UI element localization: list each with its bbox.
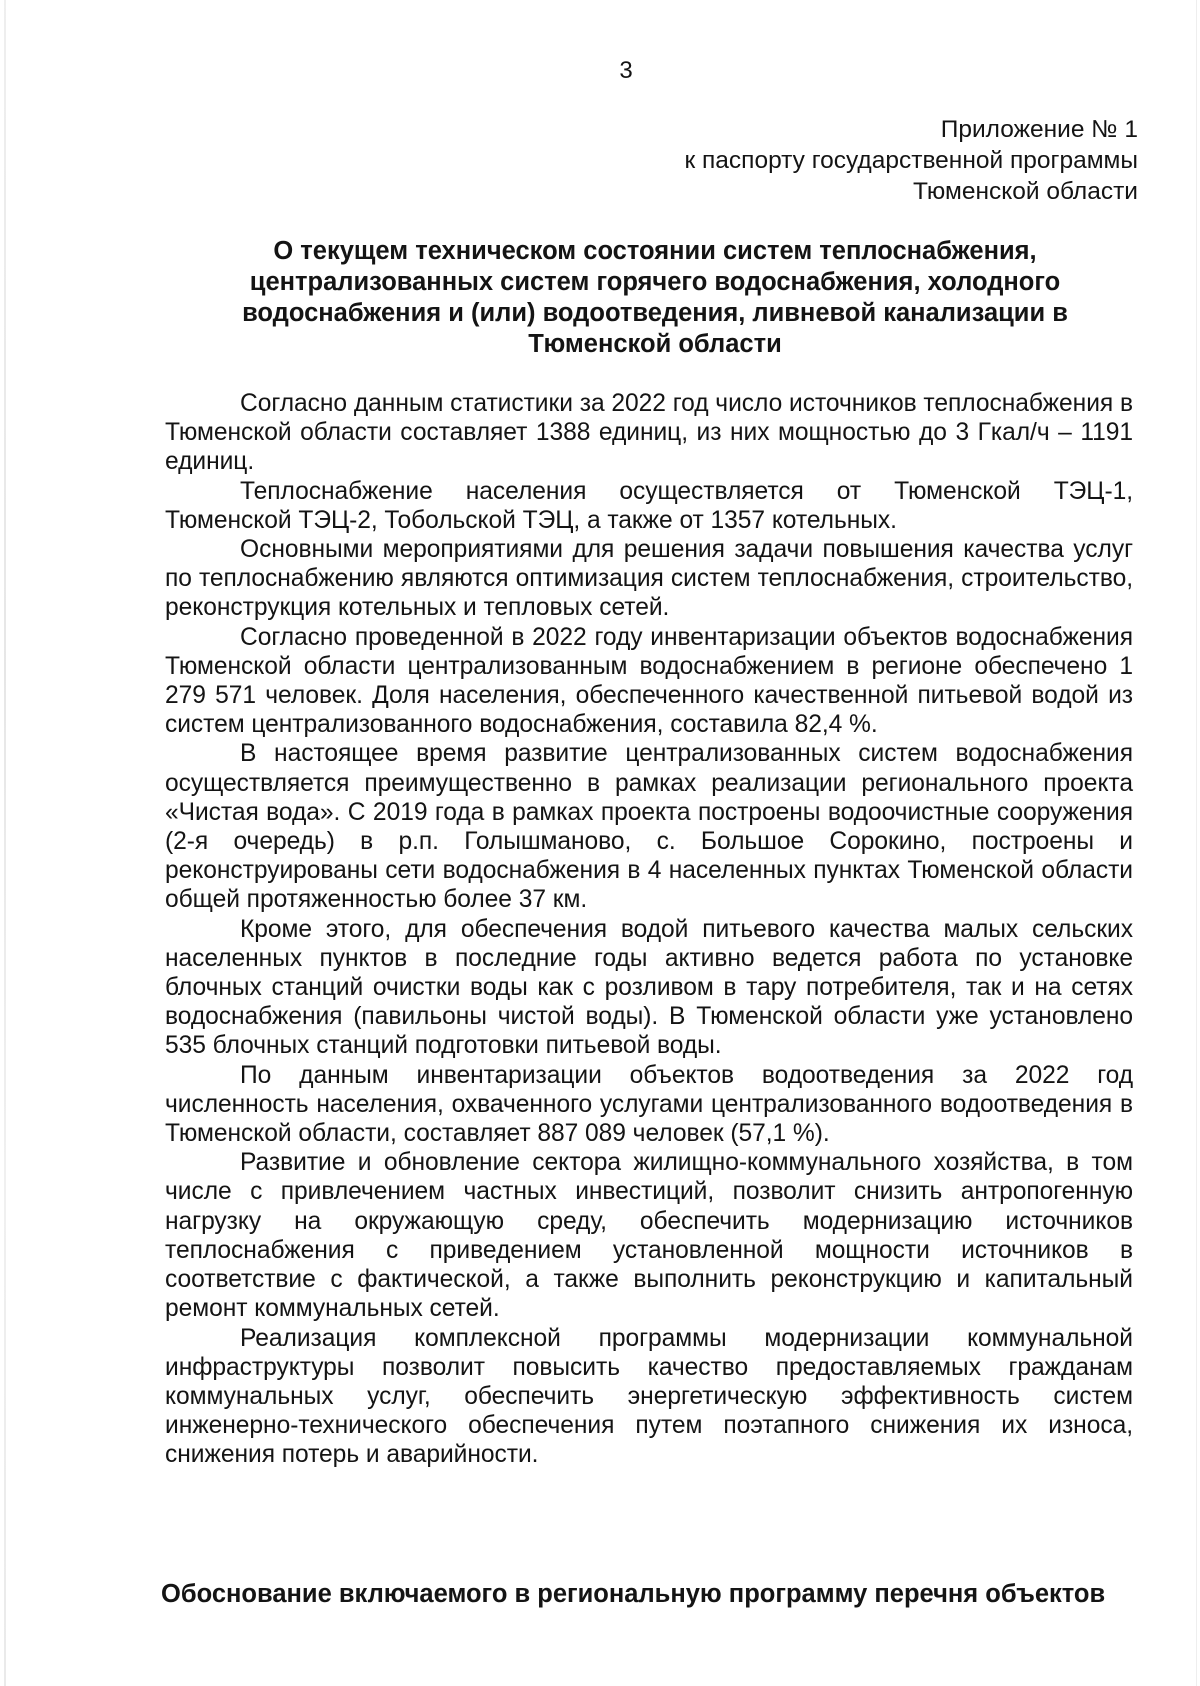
title-line: водоснабжения и (или) водоотведения, ливневой канализации в: [242, 299, 1068, 327]
title-line: Тюменской области: [528, 330, 782, 358]
paragraph: Кроме этого, для обеспечения водой питьевого качества малых сельских населенных пунктов в последние годы активно ведется работа по установке блочных станций очистки воды как с розливом в тару потребителя, так и на сетях водоснабжения (павильоны чистой воды). В Тюменской области уже установлено 535 блочных станций подготовки питьевой воды.: [165, 915, 1133, 1060]
body-text: [165, 389, 1133, 1470]
paragraph: По данным инвентаризации объектов водоотведения за 2022 год численность населения, охваченного услугами централизованного водоотведения в Тюменской области, составляет 887 089 человек (57,1 %).: [165, 1061, 1133, 1148]
paragraph: Развитие и обновление сектора жилищно-коммунального хозяйства, в том числе с привлечением частных инвестиций, позволит снизить антропогенную нагрузку на окружающую среду, обеспечить модернизацию источников теплоснабжения с приведением установленной мощности источников в соответствие с фактической, а также выполнить реконструкцию и капитальный ремонт коммунальных сетей.: [165, 1149, 1133, 1323]
title-line: О текущем техническом состоянии систем теплоснабжения,: [273, 237, 1037, 265]
paragraph: В настоящее время развитие централизованных систем водоснабжения осуществляется преимущественно в рамках реализации регионального проекта «Чистая вода». С 2019 года в рамках проекта построены водоочистные сооружения (2-я очередь) в р.п. Голышманово, с. Большое Сорокино, построены и реконструированы сети водоснабжения в 4 населенных пунктах Тюменской области общей протяженностью более 37 км.: [165, 740, 1133, 914]
scan-edge-right: [1196, 0, 1197, 1686]
paragraph: Теплоснабжение населения осуществляется от Тюменской ТЭЦ-1, Тюменской ТЭЦ-2, Тобольской ТЭЦ, а также от 1357 котельных.: [165, 477, 1133, 534]
paragraph: Реализация комплексной программы модернизации коммунальной инфраструктуры позволит повысить качество предоставляемых гражданам коммунальных услуг, обеспечить энергетическую эффективность систем инженерно-технического обеспечения путем поэтапного снижения их износа, снижения потерь и аварийности.: [165, 1324, 1133, 1469]
appendix-line: к паспорту государственной программы: [684, 147, 1138, 174]
section-heading: Обоснование включаемого в региональную программу перечня объектов: [161, 1580, 1106, 1608]
paragraph: Основными мероприятиями для решения задачи повышения качества услуг по теплоснабжению являются оптимизация систем теплоснабжения, строительство, реконструкция котельных и тепловых сетей.: [165, 536, 1133, 622]
paragraph: Согласно данным статистики за 2022 год число источников теплоснабжения в Тюменской области составляет 1388 единиц, из них мощностью до 3 Гкал/ч – 1191 единиц.: [165, 390, 1133, 476]
page-number: 3: [619, 57, 633, 84]
title-line: централизованных систем горячего водоснабжения, холодного: [249, 268, 1061, 296]
appendix-line: Тюменской области: [913, 178, 1138, 205]
paragraph: Согласно проведенной в 2022 году инвентаризации объектов водоснабжения Тюменской области централизованным водоснабжением в регионе обеспечено 1 279 571 человек. Доля населения, обеспеченного качественной питьевой водой из систем централизованного водоснабжения, составила 82,4 %.: [165, 623, 1133, 739]
appendix-note: [685, 114, 1138, 207]
document-title: [190, 236, 1120, 360]
scan-edge-left: [4, 0, 6, 1686]
appendix-line: Приложение № 1: [940, 116, 1138, 143]
